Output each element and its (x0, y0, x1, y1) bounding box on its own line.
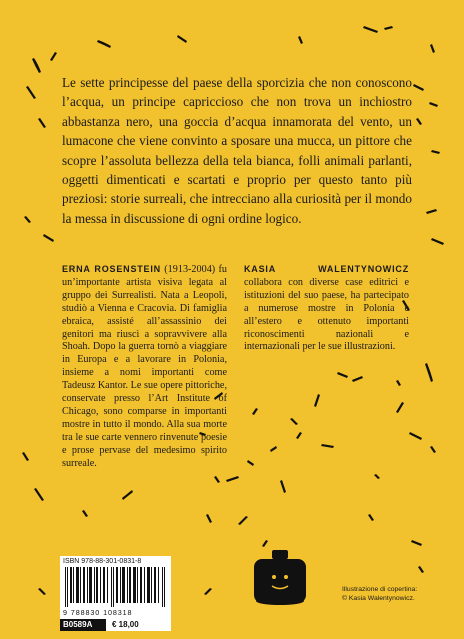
blurb-paragraph: Le sette principesse del paese della sporcizia che non conoscono l’acqua, un principe capriccioso che non trova un inchiostro abbastanza nero, una goccia d’acqua innamorata del vento, un lumacone che viene convinto a sposare una mucca, un pittore che scopre l’assoluta bellezza della tela bianca, folli animali parlanti, oggetti dimenticati e scartati e proprio per questo tanto più preziosi: storie surreali, che intrecciano alla curiosità per il mondo la messa in discussione di ogni ordine logico. (62, 75, 412, 226)
price-row (60, 619, 171, 631)
illustrator-name: KASIA WALENTYNOWICZ (244, 264, 409, 274)
credit-line: © Kasia Walentynowicz. (342, 594, 415, 602)
barcode-box (60, 556, 171, 631)
author-bio (62, 263, 227, 471)
author-bio-text: (1913-2004) fu un’importante artista visiva legata al gruppo dei Surrealisti. Nata a Leopoli, studiò a Vienna e Cracovia. Di famiglia ebraica, assisté all’assassinio dei genitori ma riuscì a sopravvivere alla Shoah. Dopo la guerra tornò a viaggiare in Europa e a lavorare in Polonia, insieme a nomi importanti come Tadeusz Kantor. Le sue opere pittoriche, conservate presso l’Art Institute of Chicago, sono comparse in importanti mostre in tutto il mondo. Alla sua morte tra le sue carte vennero rinvenute poesie e prose pervase del medesimo spirito surreale. (62, 264, 227, 469)
barcode-digits: 9 788830 108318 (63, 608, 133, 617)
illustrator-bio-text: collabora con diverse case editrici e istituzioni del suo paese, ha partecipato a numerose mostre in Polonia e all’estero e ottenuto importanti riconoscimenti nazionali e internazionali per le sue illustrazioni. (244, 276, 409, 353)
cover-credit (342, 586, 432, 603)
isbn-text: ISBN 978-88-301-0831-8 (63, 558, 142, 565)
author-name: ERNA ROSENSTEIN (62, 264, 161, 274)
barcode-icon (63, 567, 167, 607)
product-code: B0589A (60, 619, 106, 631)
publisher-logo-icon (250, 550, 310, 606)
credit-line: Illustrazione di copertina: (342, 586, 418, 593)
price-label: € 18,00 (112, 620, 139, 629)
illustrator-bio (244, 263, 409, 354)
